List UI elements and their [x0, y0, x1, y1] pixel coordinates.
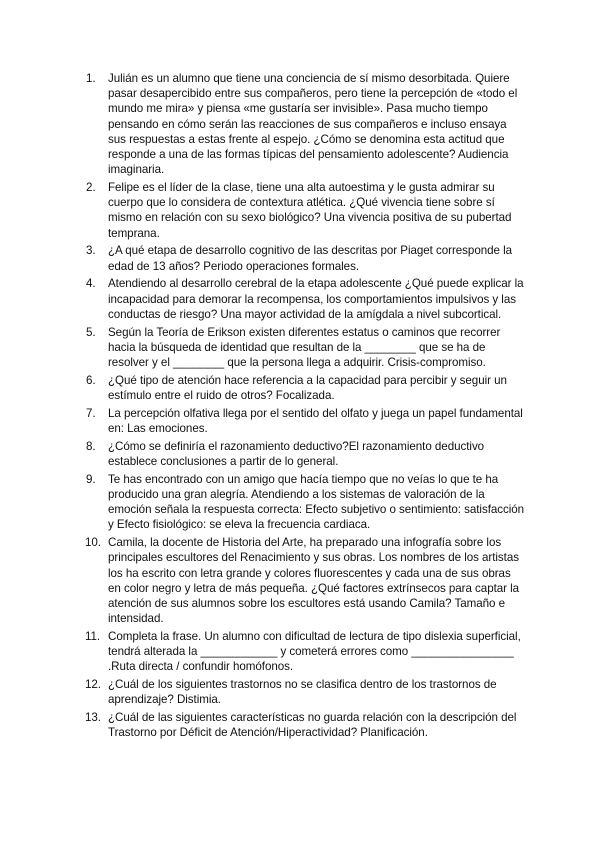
question-text: Felipe es el líder de la clase, tiene una alta autoestima y le gusta admirar su cuerpo que lo considera de contextura atlética. ¿Qué vivencia tiene sobre sí mismo en relación con su sexo biológico? Una vivencia positiva de su pubertad temprana.	[108, 181, 512, 240]
question-number: 11.	[85, 630, 101, 644]
question-number: 9.	[86, 472, 96, 486]
question-number: 6.	[86, 373, 96, 387]
question-number: 12.	[85, 678, 101, 692]
question-item	[86, 406, 526, 436]
question-number: 10.	[85, 536, 101, 550]
question-item	[86, 629, 526, 675]
question-text: Según la Teoría de Erikson existen diferentes estatus o caminos que recorrer hacia la búsqueda de identidad que resultan de la ________ que se ha de resolver y el ________ que la persona llega a adquirir. Crisis-compromiso.	[108, 325, 501, 370]
question-number: 8.	[86, 439, 96, 453]
question-item	[86, 710, 526, 740]
question-number: 7.	[86, 406, 96, 420]
question-number: 2.	[86, 181, 96, 195]
question-text: Atendiendo al desarrollo cerebral de la etapa adolescente ¿Qué puede explicar la incapacidad para demorar la recompensa, los comportamientos impulsivos y las conductas de riesgo? Una mayor actividad de la amígdala a nivel subcortical.	[108, 277, 524, 321]
question-text: ¿Cuál de las siguientes características no guarda relación con la descripción del Trastorno por Déficit de Atención/Hiperactividad? Planificación.	[108, 711, 517, 740]
question-text: ¿Cuál de los siguientes trastornos no se clasifica dentro de los trastornos de aprendizaje? Distimia.	[108, 678, 497, 707]
question-number: 3.	[86, 244, 96, 258]
question-item	[86, 677, 526, 707]
question-item	[86, 439, 526, 469]
question-text: Camila, la docente de Historia del Arte, ha preparado una infografía sobre los principales escultores del Renacimiento y sus obras. Los nombres de los artistas los ha escrito con letra grande y colores fluorescentes y cada una de sus obras en color negro y letra de más pequeña. ¿Qué factores extrínsecos para captar la atención de sus alumnos sobre los escultores está usando Camila? Tamaño e intensidad.	[108, 536, 520, 626]
question-text: ¿A qué etapa de desarrollo cognitivo de las descritas por Piaget corresponde la edad de 13 años? Periodo operaciones formales.	[108, 244, 513, 273]
question-text: Te has encontrado con un amigo que hacía tiempo que no veías lo que te ha producido una gran alegría. Atendiendo a los sistemas de valoración de la emoción señala la respuesta correcta: Efecto subjetivo o sentimiento: satisfacción y Efecto fisiológico: se eleva la frecuencia cardiaca.	[108, 472, 525, 532]
question-text: Completa la frase. Un alumno con dificultad de lectura de tipo dislexia superficial, tendrá alterada la ____________ y cometerá errores como ________________ .Ruta directa / confundir homófonos.	[108, 630, 521, 674]
question-number: 5.	[86, 325, 96, 339]
question-item	[86, 535, 526, 626]
question-item	[86, 243, 526, 273]
question-number: 1.	[86, 72, 96, 85]
question-text: Julián es un alumno que tiene una conciencia de sí mismo desorbitada. Quiere pasar desapercibido entre sus compañeros, pero tiene la percepción de «todo el mundo me mira» y piensa «me gustaría ser invisible». Pasa mucho tiempo pensando en cómo serán las reacciones de sus compañeros e incluso ensaya sus respuestas a estas frente al espejo. ¿Cómo se denomina esta actitud que responde a una de las formas típicas del pensamiento adolescente? Audiencia imaginaria.	[108, 72, 518, 177]
question-item	[86, 472, 526, 533]
question-text: La percepción olfativa llega por el sentido del olfato y juega un papel fundamental en: Las emociones.	[108, 406, 523, 436]
question-number: 4.	[86, 277, 96, 291]
question-item	[86, 276, 526, 322]
question-text: ¿Qué tipo de atención hace referencia a la capacidad para percibir y seguir un estímulo entre el ruido de otros? Focalizada.	[108, 373, 507, 403]
question-item	[86, 180, 526, 241]
question-list	[86, 71, 526, 743]
question-item	[86, 71, 526, 177]
question-item	[86, 373, 526, 403]
question-item	[86, 325, 526, 371]
question-number: 13.	[85, 711, 101, 725]
question-text: ¿Cómo se definiría el razonamiento deductivo?El razonamiento deductivo establece conclusiones a partir de lo general.	[108, 439, 485, 469]
